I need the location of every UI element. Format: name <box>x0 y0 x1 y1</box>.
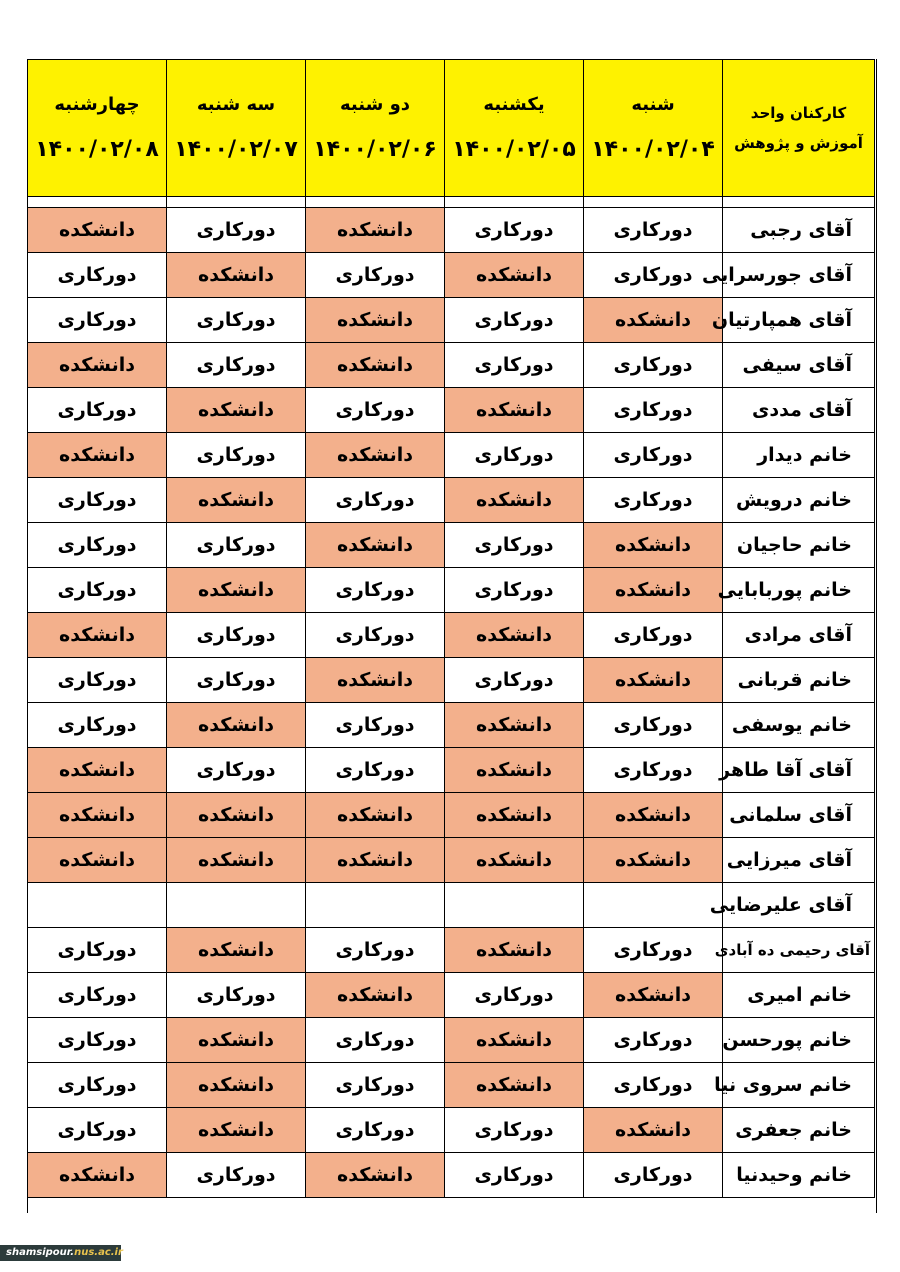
header-gap <box>28 197 875 208</box>
schedule-cell: دانشکده <box>28 1153 167 1198</box>
schedule-cell: دانشکده <box>584 973 723 1018</box>
unit-subtitle: آموزش و پژوهش <box>734 134 863 152</box>
staff-name: آقای مددی <box>723 388 875 433</box>
schedule-cell: دانشکده <box>28 838 167 883</box>
schedule-cell: دورکاری <box>167 208 306 253</box>
schedule-cell: دورکاری <box>167 1153 306 1198</box>
schedule-cell: دانشکده <box>584 1108 723 1153</box>
header-cell-saturday <box>584 60 723 197</box>
schedule-cell: دورکاری <box>306 703 445 748</box>
schedule-cell: دورکاری <box>306 1063 445 1108</box>
schedule-cell: دانشکده <box>306 973 445 1018</box>
schedule-cell: دورکاری <box>167 658 306 703</box>
table-row <box>28 208 875 253</box>
schedule-cell: دانشکده <box>28 208 167 253</box>
table-row <box>28 433 875 478</box>
schedule-cell: دانشکده <box>306 838 445 883</box>
table-row <box>28 748 875 793</box>
schedule-cell: دانشکده <box>167 928 306 973</box>
table-row <box>28 568 875 613</box>
schedule-cell: دورکاری <box>584 613 723 658</box>
schedule-table <box>27 59 875 1198</box>
day-label: یکشنبه <box>483 94 545 115</box>
schedule-cell: دورکاری <box>167 973 306 1018</box>
schedule-cell: دورکاری <box>167 298 306 343</box>
staff-name: آقای آقا طاهر <box>723 748 875 793</box>
staff-name: آقای رجبی <box>723 208 875 253</box>
table-row <box>28 388 875 433</box>
schedule-cell: دورکاری <box>28 253 167 298</box>
schedule-cell: دانشکده <box>445 388 584 433</box>
schedule-cell: دانشکده <box>445 613 584 658</box>
schedule-cell: دانشکده <box>167 568 306 613</box>
schedule-cell: دانشکده <box>306 343 445 388</box>
staff-name: خانم حاجیان <box>723 523 875 568</box>
schedule-cell: دانشکده <box>445 253 584 298</box>
schedule-cell: دورکاری <box>445 208 584 253</box>
date-label: ۱۴۰۰/۰۲/۰۶ <box>313 137 437 162</box>
schedule-cell: دورکاری <box>584 343 723 388</box>
table-row <box>28 343 875 388</box>
schedule-cell: دورکاری <box>28 478 167 523</box>
schedule-cell: دورکاری <box>445 523 584 568</box>
table-row <box>28 478 875 523</box>
header-cell-monday <box>306 60 445 197</box>
day-label: دو شنبه <box>339 94 410 115</box>
date-label: ۱۴۰۰/۰۲/۰۸ <box>35 137 159 162</box>
schedule-cell: دورکاری <box>584 1153 723 1198</box>
schedule-cell: دانشکده <box>445 703 584 748</box>
schedule-cell <box>28 883 167 928</box>
schedule-cell: دانشکده <box>167 1063 306 1108</box>
schedule-cell: دورکاری <box>445 1153 584 1198</box>
schedule-cell: دورکاری <box>167 613 306 658</box>
staff-name: آقای همپارتیان <box>723 298 875 343</box>
schedule-cell: دورکاری <box>28 388 167 433</box>
schedule-cell: دانشکده <box>306 1153 445 1198</box>
staff-name: آقای مرادی <box>723 613 875 658</box>
table-row <box>28 703 875 748</box>
staff-name: خانم درویش <box>723 478 875 523</box>
schedule-cell: دورکاری <box>445 1108 584 1153</box>
schedule-cell: دانشکده <box>445 748 584 793</box>
header-row <box>28 60 875 197</box>
schedule-cell: دورکاری <box>167 433 306 478</box>
schedule-cell: دورکاری <box>28 568 167 613</box>
staff-name: آقای علیرضایی <box>723 883 875 928</box>
staff-name: خانم وحیدنیا <box>723 1153 875 1198</box>
schedule-cell: دورکاری <box>445 658 584 703</box>
schedule-cell: دورکاری <box>306 1108 445 1153</box>
schedule-cell: دانشکده <box>445 1018 584 1063</box>
schedule-cell <box>167 883 306 928</box>
staff-name: خانم جعفری <box>723 1108 875 1153</box>
schedule-cell: دانشکده <box>584 523 723 568</box>
schedule-cell: دانشکده <box>167 793 306 838</box>
schedule-cell: دانشکده <box>445 1063 584 1108</box>
schedule-cell: دانشکده <box>167 1018 306 1063</box>
schedule-cell: دانشکده <box>584 298 723 343</box>
unit-title: کارکنان واحد <box>750 104 847 122</box>
schedule-cell: دانشکده <box>584 793 723 838</box>
schedule-cell: دورکاری <box>306 253 445 298</box>
schedule-cell: دانشکده <box>584 838 723 883</box>
schedule-cell: دانشکده <box>167 388 306 433</box>
table-row <box>28 1063 875 1108</box>
staff-name: خانم پورحسن <box>723 1018 875 1063</box>
schedule-cell <box>445 883 584 928</box>
schedule-cell: دورکاری <box>28 928 167 973</box>
schedule-cell <box>584 883 723 928</box>
schedule-cell: دانشکده <box>445 838 584 883</box>
schedule-cell: دورکاری <box>584 928 723 973</box>
table-row <box>28 838 875 883</box>
schedule-cell: دورکاری <box>584 388 723 433</box>
schedule-cell: دورکاری <box>584 1063 723 1108</box>
schedule-cell: دانشکده <box>28 748 167 793</box>
schedule-cell: دانشکده <box>28 613 167 658</box>
table-row <box>28 883 875 928</box>
schedule-cell: دانشکده <box>306 523 445 568</box>
schedule-cell <box>306 883 445 928</box>
table-row <box>28 1108 875 1153</box>
table-row <box>28 298 875 343</box>
schedule-cell: دانشکده <box>445 928 584 973</box>
schedule-cell: دانشکده <box>167 478 306 523</box>
staff-name: خانم امیری <box>723 973 875 1018</box>
schedule-cell: دورکاری <box>445 568 584 613</box>
day-label: شنبه <box>631 94 675 115</box>
schedule-cell: دورکاری <box>584 253 723 298</box>
schedule-cell: دورکاری <box>306 478 445 523</box>
schedule-cell: دورکاری <box>28 973 167 1018</box>
schedule-cell: دانشکده <box>584 568 723 613</box>
table-row <box>28 793 875 838</box>
table-row <box>28 1153 875 1198</box>
schedule-cell: دانشکده <box>306 208 445 253</box>
schedule-cell: دورکاری <box>445 973 584 1018</box>
schedule-cell: دورکاری <box>28 1018 167 1063</box>
schedule-cell: دورکاری <box>28 1108 167 1153</box>
staff-name: آقای رحیمی ده آبادی <box>723 928 875 973</box>
schedule-cell: دانشکده <box>167 1108 306 1153</box>
schedule-cell: دانشکده <box>445 793 584 838</box>
staff-name: خانم قربانی <box>723 658 875 703</box>
header-cell-staff <box>723 60 875 197</box>
schedule-cell: دورکاری <box>306 928 445 973</box>
schedule-cell: دورکاری <box>584 1018 723 1063</box>
date-label: ۱۴۰۰/۰۲/۰۴ <box>591 137 715 162</box>
schedule-cell: دورکاری <box>28 298 167 343</box>
site-watermark <box>0 1245 121 1261</box>
schedule-cell: دورکاری <box>445 433 584 478</box>
staff-name: خانم سروی نیا <box>723 1063 875 1108</box>
watermark-domain: nus.ac.ir <box>74 1247 123 1258</box>
schedule-cell: دورکاری <box>28 523 167 568</box>
staff-name: آقای سیفی <box>723 343 875 388</box>
schedule-cell: دورکاری <box>584 478 723 523</box>
day-label: سه شنبه <box>196 94 276 115</box>
schedule-cell: دورکاری <box>584 208 723 253</box>
table-row <box>28 613 875 658</box>
schedule-cell: دورکاری <box>306 1018 445 1063</box>
schedule-cell: دانشکده <box>167 703 306 748</box>
schedule-cell: دانشکده <box>584 658 723 703</box>
schedule-cell: دانشکده <box>306 658 445 703</box>
staff-name: آقای میرزایی <box>723 838 875 883</box>
schedule-cell: دورکاری <box>167 523 306 568</box>
table-row <box>28 928 875 973</box>
header-cell-tuesday <box>167 60 306 197</box>
schedule-cell: دورکاری <box>306 568 445 613</box>
schedule-cell: دورکاری <box>28 703 167 748</box>
schedule-cell: دورکاری <box>167 748 306 793</box>
table-row <box>28 973 875 1018</box>
schedule-cell: دانشکده <box>306 298 445 343</box>
schedule-cell: دانشکده <box>306 433 445 478</box>
table-row <box>28 523 875 568</box>
staff-name: خانم پوربابایی <box>723 568 875 613</box>
schedule-cell: دورکاری <box>306 748 445 793</box>
schedule-cell: دانشکده <box>306 793 445 838</box>
schedule-cell: دانشکده <box>28 343 167 388</box>
schedule-cell: دورکاری <box>28 1063 167 1108</box>
schedule-cell: دانشکده <box>445 478 584 523</box>
watermark-prefix: shamsipour. <box>6 1247 75 1258</box>
schedule-cell: دورکاری <box>167 343 306 388</box>
staff-name: خانم یوسفی <box>723 703 875 748</box>
schedule-cell: دورکاری <box>584 433 723 478</box>
schedule-cell: دورکاری <box>445 298 584 343</box>
date-label: ۱۴۰۰/۰۲/۰۵ <box>452 137 576 162</box>
staff-name: آقای سلمانی <box>723 793 875 838</box>
schedule-cell: دورکاری <box>584 748 723 793</box>
table-row <box>28 658 875 703</box>
schedule-cell: دورکاری <box>306 613 445 658</box>
table-row <box>28 1018 875 1063</box>
schedule-cell: دانشکده <box>167 253 306 298</box>
staff-name: خانم دیدار <box>723 433 875 478</box>
header-cell-wednesday <box>28 60 167 197</box>
date-label: ۱۴۰۰/۰۲/۰۷ <box>174 137 298 162</box>
staff-name: آقای جورسرایی <box>723 253 875 298</box>
schedule-cell: دانشکده <box>28 793 167 838</box>
table-row <box>28 253 875 298</box>
header-cell-sunday <box>445 60 584 197</box>
schedule-cell: دانشکده <box>167 838 306 883</box>
schedule-cell: دورکاری <box>584 703 723 748</box>
schedule-cell: دانشکده <box>28 433 167 478</box>
schedule-cell: دورکاری <box>445 343 584 388</box>
schedule-cell: دورکاری <box>306 388 445 433</box>
schedule-cell: دورکاری <box>28 658 167 703</box>
day-label: چهارشنبه <box>54 94 140 115</box>
